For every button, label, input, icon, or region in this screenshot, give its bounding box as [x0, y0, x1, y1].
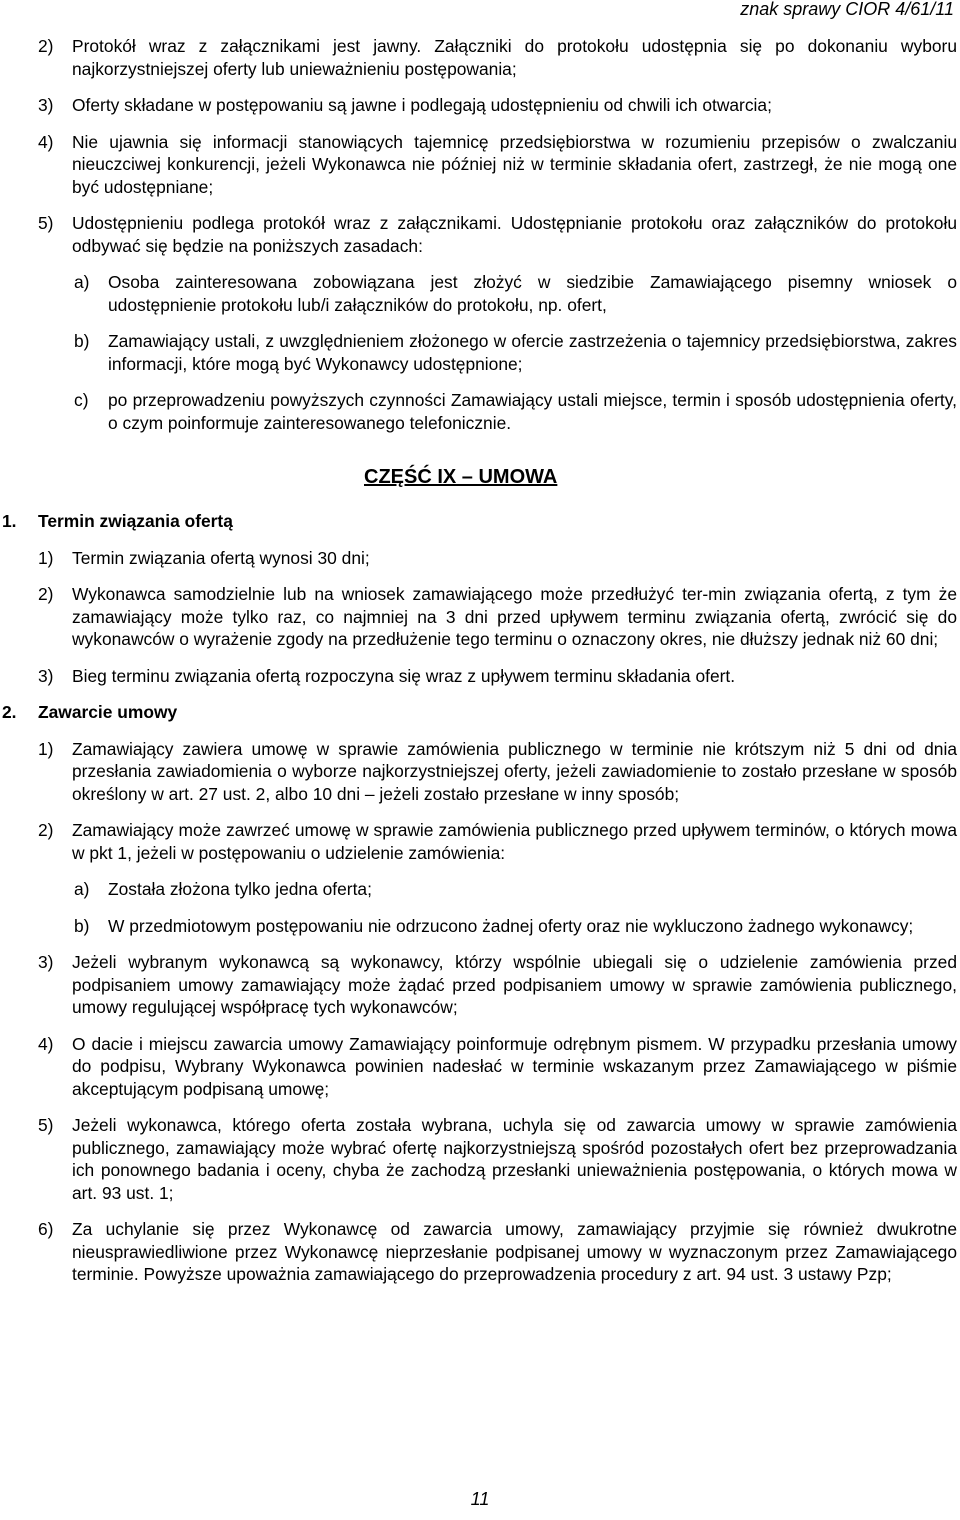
list-item [38, 94, 957, 117]
list-item [38, 665, 957, 688]
item-text: Za uchylanie się przez Wykonawcę od zawarcia umowy, zamawiający przyjmie się również dwukrotne nieusprawiedliwione przez Wykonawcę nieprzesłanie podpisanej umowy w wyznaczonym przez Zamawiającego terminie. Powyższe upoważnia zamawiającego do przeprowadzenia procedury z art. 94 ust. 3 ustawy Pzp; [72, 1219, 957, 1284]
item-text: Termin związania ofertą wynosi 30 dni; [72, 547, 370, 568]
sub-item-letter: b) [74, 915, 90, 936]
sub-item-text: W przedmiotowym postępowaniu nie odrzucono żadnej oferty oraz nie wykluczono żadnego wykonawcy; [108, 915, 914, 936]
item-text: Oferty składane w postępowaniu są jawne i podlegają udostępnieniu od chwili ich otwarcia; [72, 95, 772, 115]
item-text: Udostępnieniu podlega protokół wraz z załącznikami. Udostępnianie protokołu oraz załączników do protokołu odbywać się będzie na poniższych zasadach: [72, 213, 957, 256]
item-text: Nie ujawnia się informacji stanowiących tajemnicę przedsiębiorstwa w rozumieniu przepisów o zwalczaniu nieuczciwej konkurencji, jeżeli Wykonawca nie później niż w terminie składania ofert, zastrzegł, że nie mogą one być udostępniane; [72, 131, 957, 197]
sub-item-text: Zamawiający ustali, z uwzględnieniem złożonego w ofercie zastrzeżenia o tajemnicy przedsiębiorstwa, zakres informacji, które mogą być Wykonawcy udostępnione; [108, 331, 957, 374]
section-heading [0, 510, 960, 533]
list-item [38, 819, 957, 864]
item-number: 2) [38, 36, 54, 56]
list-item [38, 131, 957, 199]
sub-item [74, 389, 957, 434]
sub-item-text: Została złożona tylko jedna oferta; [108, 879, 372, 899]
item-number: 6) [38, 1219, 54, 1239]
item-text: O dacie i miejscu zawarcia umowy Zamawiający poinformuje odrębnym pismem. W przypadku przesłania umowy do podpisu, Wybrany Wykonawca powinien nadesłać w terminie wskazanym przez Zamawiającego w piśmie akceptującym podpisaną umowę; [72, 1033, 957, 1099]
list-item [38, 1218, 957, 1286]
list-item [38, 951, 957, 1019]
item-number: 4) [38, 1033, 54, 1054]
item-number: 2) [38, 584, 54, 604]
sub-item [74, 915, 957, 938]
item-text: Zamawiający zawiera umowę w sprawie zamówienia publicznego w terminie nie krótszym niż 5 dni od dnia przesłania zawiadomienia o wyborze najkorzystniejszej oferty, jeżeli zawiadomienie to zostało przesłane w sposób określony w art. 27 ust. 2, albo 10 dni – jeżeli zostało przesłane w inny sposób; [72, 738, 957, 804]
item-number: 2) [38, 820, 54, 840]
item-number: 5) [38, 213, 54, 233]
item-text: Protokół wraz z załącznikami jest jawny. Załączniki do protokołu udostępnia się po dokonaniu wyboru najkorzystniejszej oferty lub unieważnieniu postępowania; [72, 36, 957, 79]
item-text: Bieg terminu związania ofertą rozpoczyna się wraz z upływem terminu składania ofert. [72, 665, 736, 686]
section-title: Zawarcie umowy [38, 702, 178, 722]
part-heading: CZĘŚĆ IX – UMOWA [364, 466, 558, 488]
item-number: 4) [38, 131, 54, 152]
sub-item [74, 878, 957, 901]
section-title: Termin związania ofertą [38, 511, 233, 531]
list-item [38, 583, 957, 651]
list-item [38, 212, 957, 257]
item-number: 3) [38, 95, 54, 115]
section-number: 2. [2, 702, 17, 722]
sub-item-text: po przeprowadzeniu powyższych czynności Zamawiający ustali miejsce, termin i sposób udostępnienia oferty, o czym poinformuje zainteresowanego telefonicznie. [108, 390, 957, 433]
item-text: Zamawiający może zawrzeć umowę w sprawie zamówienia publicznego przed upływem terminów, o których mowa w pkt 1, jeżeli w postępowaniu o udzielenie zamówienia: [72, 820, 957, 863]
item-number: 3) [38, 665, 54, 686]
list-item [38, 35, 957, 80]
list-item [38, 1033, 957, 1101]
sub-item-letter: a) [74, 272, 90, 292]
list-item [38, 547, 957, 570]
sub-item-letter: b) [74, 331, 90, 351]
sub-item-text: Osoba zainteresowana zobowiązana jest złożyć w siedzibie Zamawiającego pisemny wniosek o udostępnienie protokołu lub/i załączników do protokołu, np. ofert, [108, 272, 957, 315]
sub-item [74, 330, 957, 375]
list-item [38, 738, 957, 806]
item-text: Jeżeli wybranym wykonawcą są wykonawcy, którzy wspólnie ubiegali się o udzielenie zamówienia przed podpisaniem umowy zamawiający może żądać przed podpisaniem umowy w sprawie zamówienia publicznego, umowy regulującej współpracę tych wykonawców; [72, 952, 957, 1017]
section-number: 1. [2, 511, 17, 531]
page-number: 11 [470, 1489, 490, 1509]
list-item [38, 1114, 957, 1204]
sub-item-letter: c) [74, 390, 89, 410]
item-number: 1) [38, 738, 54, 759]
case-reference: znak sprawy CIOR 4/61/11 [740, 0, 954, 19]
item-text: Wykonawca samodzielnie lub na wniosek zamawiającego może przedłużyć ter-min związania ofertą, z tym że zamawiający może tylko raz, co najmniej na 3 dni przed upływem terminu związania ofertą, zwrócić się do wykonawców o wyrażenie zgody na przedłużenie tego terminu o oznaczony okres, nie dłuższy jednak niż 60 dni; [72, 584, 957, 649]
sub-item [74, 271, 957, 316]
document-body [0, 35, 960, 1300]
section-heading [0, 701, 960, 724]
item-number: 1) [38, 547, 54, 568]
sub-item-letter: a) [74, 879, 90, 899]
item-text: Jeżeli wykonawca, którego oferta została wybrana, uchyla się od zawarcia umowy w sprawie zamówienia publicznego, zamawiający może wybrać ofertę najkorzystniejszą spośród pozostałych ofert bez przeprowadzania ich ponownego badania i oceny, chyba że zachodzą przesłanki unieważnienia postępowania, o których mowa w art. 93 ust. 1; [72, 1115, 957, 1203]
item-number: 3) [38, 952, 54, 972]
item-number: 5) [38, 1115, 54, 1135]
